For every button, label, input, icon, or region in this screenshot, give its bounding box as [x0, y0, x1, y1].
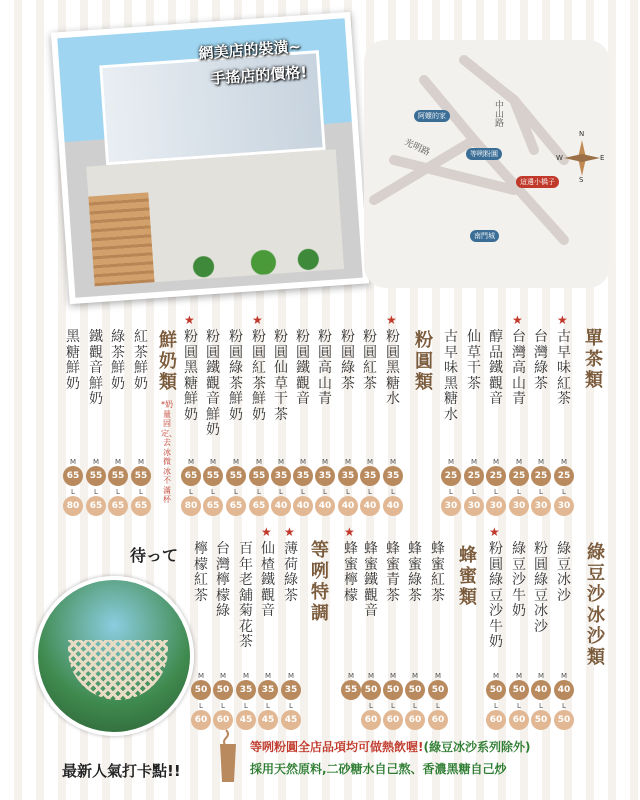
price-m: 35 — [293, 466, 313, 486]
spot-label: 最新人氣打卡點!! — [62, 762, 181, 780]
item-price-group — [213, 672, 233, 732]
price-m: 25 — [441, 466, 461, 486]
size-m-label: M — [366, 458, 374, 466]
size-l-label: L — [436, 702, 440, 710]
price-m: 25 — [509, 466, 529, 486]
size-m-label: M — [389, 672, 397, 680]
price-l: 45 — [258, 710, 278, 730]
top-menu-item — [63, 330, 83, 392]
price-m: 25 — [486, 466, 506, 486]
item-name: 紅茶鮮奶 — [134, 329, 148, 392]
size-m-label: M — [137, 458, 145, 466]
size-l-label: L — [189, 488, 193, 496]
star-icon: ★ — [344, 525, 355, 539]
map-pin-home: 阿嬤的家 — [414, 110, 450, 122]
size-l-label: L — [211, 488, 215, 496]
price-m: 55 — [249, 466, 269, 486]
map-pin-south-gate: 南門城 — [470, 230, 499, 242]
item-price-group — [531, 672, 551, 732]
price-l: 30 — [509, 496, 529, 516]
price-l: 60 — [361, 710, 381, 730]
item-price-group — [341, 672, 361, 702]
size-l-label: L — [413, 702, 417, 710]
item-price-group — [271, 458, 291, 518]
star-icon: ★ — [512, 313, 523, 327]
size-l-label: L — [562, 702, 566, 710]
size-l-label: L — [94, 488, 98, 496]
size-m-label: M — [277, 458, 285, 466]
price-m: 55 — [341, 680, 361, 700]
item-name: 粉圓綠茶鮮奶 — [229, 329, 243, 423]
bottom-menu-item — [486, 525, 506, 651]
price-m: 50 — [191, 680, 211, 700]
storefront-photo — [51, 12, 369, 304]
cup-icon — [214, 726, 242, 784]
item-price-group — [486, 458, 506, 518]
price-l: 60 — [486, 710, 506, 730]
item-name: 醇品鐵觀音 — [489, 329, 503, 407]
top-menu-item — [315, 330, 335, 408]
price-l: 40 — [360, 496, 380, 516]
item-price-group — [315, 458, 335, 518]
price-m: 55 — [131, 466, 151, 486]
price-m: 55 — [203, 466, 223, 486]
price-l: 60 — [213, 710, 233, 730]
size-m-label: M — [492, 672, 500, 680]
bottom-menu-item — [554, 542, 574, 604]
size-l-label: L — [221, 702, 225, 710]
top-menu-item — [360, 330, 380, 392]
price-m: 40 — [531, 680, 551, 700]
size-l-label: L — [301, 488, 305, 496]
price-m: 35 — [315, 466, 335, 486]
wait-label: 待って — [130, 546, 179, 565]
price-l: 60 — [383, 710, 403, 730]
size-l-label: L — [517, 702, 521, 710]
size-m-label: M — [515, 458, 523, 466]
price-m: 25 — [554, 466, 574, 486]
size-l-label: L — [494, 488, 498, 496]
item-price-group — [486, 672, 506, 732]
size-m-label: M — [434, 672, 442, 680]
size-l-label: L — [139, 488, 143, 496]
item-name: 仙草干茶 — [467, 329, 481, 392]
item-name: 粉圓黑糖鮮奶 — [184, 329, 198, 423]
item-name: 蜂蜜檸檬 — [344, 541, 358, 604]
price-l: 65 — [108, 496, 128, 516]
size-l-label: L — [368, 488, 372, 496]
size-m-label: M — [299, 458, 307, 466]
price-l: 45 — [236, 710, 256, 730]
star-icon: ★ — [252, 313, 263, 327]
item-name: 綠茶鮮奶 — [111, 329, 125, 392]
bottom-menu-item — [428, 542, 448, 604]
price-l: 30 — [486, 496, 506, 516]
item-name: 粉圓鐵觀音 — [296, 329, 310, 407]
size-l-label: L — [369, 702, 373, 710]
item-price-group — [383, 458, 403, 518]
size-l-label: L — [391, 702, 395, 710]
top-menu-item — [131, 330, 151, 392]
size-m-label: M — [242, 672, 250, 680]
item-name: 檸檬紅茶 — [194, 541, 208, 604]
price-l: 30 — [531, 496, 551, 516]
item-price-group — [203, 458, 223, 518]
size-l-label: L — [289, 702, 293, 710]
item-price-group — [405, 672, 425, 732]
bottom-menu-item — [258, 525, 278, 620]
item-price-group — [338, 458, 358, 518]
item-price-group — [531, 458, 551, 518]
item-price-group — [509, 672, 529, 732]
star-icon: ★ — [184, 313, 195, 327]
hammock-photo — [34, 576, 194, 736]
price-l: 65 — [131, 496, 151, 516]
top-menu-item — [86, 330, 106, 408]
star-icon: ★ — [557, 313, 568, 327]
price-m: 50 — [486, 680, 506, 700]
size-m-label: M — [492, 458, 500, 466]
item-price-group — [249, 458, 269, 518]
bottom-menu-item — [341, 525, 361, 604]
size-m-label: M — [232, 458, 240, 466]
price-l: 65 — [203, 496, 223, 516]
bottom-menu-item — [213, 542, 233, 620]
price-l: 60 — [428, 710, 448, 730]
size-m-label: M — [470, 458, 478, 466]
price-m: 35 — [281, 680, 301, 700]
top-menu-item — [108, 330, 128, 392]
item-name: 蜂蜜紅茶 — [431, 541, 445, 604]
price-m: 35 — [236, 680, 256, 700]
item-price-group — [131, 458, 151, 518]
top-menu-item — [486, 330, 506, 408]
size-m-label: M — [347, 672, 355, 680]
size-m-label: M — [560, 458, 568, 466]
price-m: 25 — [531, 466, 551, 486]
price-l: 65 — [86, 496, 106, 516]
footer-line-2: 採用天然原料,二砂糖水自己熬、香濃黑糖自己炒 — [250, 762, 507, 776]
item-price-group — [383, 672, 403, 732]
price-l: 30 — [554, 496, 574, 516]
price-l: 60 — [191, 710, 211, 730]
price-m: 35 — [338, 466, 358, 486]
price-m: 50 — [383, 680, 403, 700]
category-mungbean: 綠豆沙冰沙類 — [587, 542, 605, 668]
price-m: 35 — [360, 466, 380, 486]
price-m: 55 — [226, 466, 246, 486]
item-name: 粉圓紅茶 — [363, 329, 377, 392]
size-m-label: M — [537, 458, 545, 466]
top-menu-item — [338, 330, 358, 392]
size-l-label: L — [539, 702, 543, 710]
bottom-menu-item — [361, 542, 381, 620]
price-l: 80 — [181, 496, 201, 516]
item-name: 粉圓仙草干茶 — [274, 329, 288, 423]
bottom-menu-item — [236, 542, 256, 651]
size-l-label: L — [494, 702, 498, 710]
item-name: 粉圓黑糖水 — [386, 329, 400, 407]
top-menu-item — [181, 313, 201, 423]
price-m: 35 — [383, 466, 403, 486]
price-m: 65 — [181, 466, 201, 486]
price-l: 40 — [383, 496, 403, 516]
top-menu-item — [203, 330, 223, 439]
map-pin-bridge: 這邊小橋子 — [516, 176, 559, 188]
item-price-group — [554, 458, 574, 518]
price-l: 65 — [226, 496, 246, 516]
item-price-group — [293, 458, 313, 518]
top-menu-item — [509, 313, 529, 408]
compass-icon: N E S W — [556, 130, 605, 184]
size-l-label: L — [257, 488, 261, 496]
item-name: 粉圓綠豆沙牛奶 — [489, 541, 503, 650]
size-l-label: L — [346, 488, 350, 496]
map-pin-shop: 等咧粉圓 — [466, 148, 502, 160]
size-m-label: M — [344, 458, 352, 466]
size-m-label: M — [219, 672, 227, 680]
item-name: 台灣綠茶 — [534, 329, 548, 392]
item-name: 鐵觀音鮮奶 — [89, 329, 103, 407]
size-m-label: M — [321, 458, 329, 466]
size-l-label: L — [472, 488, 476, 496]
price-l: 60 — [509, 710, 529, 730]
price-m: 35 — [258, 680, 278, 700]
item-price-group — [181, 458, 201, 518]
item-name: 粉圓綠茶 — [341, 329, 355, 392]
size-m-label: M — [187, 458, 195, 466]
item-name: 百年老舖菊花茶 — [239, 541, 253, 650]
size-m-label: M — [287, 672, 295, 680]
item-price-group — [464, 458, 484, 518]
item-name: 綠豆冰沙 — [557, 541, 571, 604]
size-l-label: L — [199, 702, 203, 710]
price-l: 60 — [405, 710, 425, 730]
road-guangming: 光明路 — [402, 137, 432, 159]
top-menu-item — [554, 313, 574, 408]
category-signature: 等咧特調 — [311, 540, 329, 624]
top-menu-item — [249, 313, 269, 423]
bottom-menu-item — [191, 542, 211, 604]
top-menu-item — [464, 330, 484, 392]
size-l-label: L — [323, 488, 327, 496]
bottom-menu-item — [281, 525, 301, 604]
size-l-label: L — [449, 488, 453, 496]
price-m: 50 — [405, 680, 425, 700]
price-m: 50 — [213, 680, 233, 700]
photo-caption-2: 手搖店的價格! — [209, 63, 308, 88]
item-name: 台灣高山青 — [512, 329, 526, 407]
price-m: 50 — [361, 680, 381, 700]
size-m-label: M — [367, 672, 375, 680]
category-milk: 鮮奶類 — [159, 330, 177, 393]
price-m: 50 — [509, 680, 529, 700]
item-price-group — [63, 458, 83, 518]
price-l: 40 — [338, 496, 358, 516]
price-l: 40 — [271, 496, 291, 516]
price-l: 30 — [464, 496, 484, 516]
price-l: 40 — [315, 496, 335, 516]
item-price-group — [191, 672, 211, 732]
bottom-menu-item — [531, 542, 551, 635]
size-m-label: M — [197, 672, 205, 680]
milk-note: *奶量固定、去冰微冰不滿杯 — [161, 400, 177, 504]
size-l-label: L — [244, 702, 248, 710]
size-m-label: M — [389, 458, 397, 466]
size-m-label: M — [209, 458, 217, 466]
item-name: 台灣檸檬綠 — [216, 541, 230, 619]
price-m: 55 — [108, 466, 128, 486]
price-l: 50 — [554, 710, 574, 730]
top-menu-item — [383, 313, 403, 408]
size-l-label: L — [71, 488, 75, 496]
bottom-menu-item — [405, 542, 425, 604]
size-m-label: M — [264, 672, 272, 680]
item-price-group — [509, 458, 529, 518]
item-name: 蜂蜜青茶 — [386, 541, 400, 604]
item-name: 仙楂鐵觀音 — [261, 541, 275, 619]
price-l: 40 — [293, 496, 313, 516]
item-price-group — [441, 458, 461, 518]
size-m-label: M — [515, 672, 523, 680]
size-m-label: M — [560, 672, 568, 680]
star-icon: ★ — [489, 525, 500, 539]
top-menu-item — [226, 330, 246, 423]
item-price-group — [554, 672, 574, 732]
item-price-group — [361, 672, 381, 732]
location-map — [364, 40, 610, 288]
size-m-label: M — [92, 458, 100, 466]
price-m: 35 — [271, 466, 291, 486]
item-name: 粉圓鐵觀音鮮奶 — [206, 329, 220, 438]
item-name: 蜂蜜綠茶 — [408, 541, 422, 604]
size-l-label: L — [539, 488, 543, 496]
footer-line-1: 等咧粉圓全店品項均可做熱飲喔!(綠豆冰沙系列除外) — [250, 740, 531, 754]
price-m: 55 — [86, 466, 106, 486]
item-price-group — [86, 458, 106, 518]
bottom-menu-item — [383, 542, 403, 604]
top-menu-item — [271, 330, 291, 423]
price-m: 50 — [428, 680, 448, 700]
item-price-group — [236, 672, 256, 732]
item-name: 古早味黑糖水 — [444, 329, 458, 423]
category-pearl: 粉圓類 — [415, 330, 433, 393]
item-price-group — [226, 458, 246, 518]
item-name: 蜂蜜鐵觀音 — [364, 541, 378, 619]
bottom-menu-item — [509, 542, 529, 620]
price-l: 80 — [63, 496, 83, 516]
size-l-label: L — [116, 488, 120, 496]
price-m: 25 — [464, 466, 484, 486]
star-icon: ★ — [261, 525, 272, 539]
item-name: 粉圓紅茶鮮奶 — [252, 329, 266, 423]
price-l: 50 — [531, 710, 551, 730]
size-m-label: M — [447, 458, 455, 466]
size-l-label: L — [391, 488, 395, 496]
top-menu-item — [531, 330, 551, 392]
size-l-label: L — [279, 488, 283, 496]
item-price-group — [258, 672, 278, 732]
item-price-group — [108, 458, 128, 518]
item-name: 粉圓高山青 — [318, 329, 332, 407]
item-name: 綠豆沙牛奶 — [512, 541, 526, 619]
category-single-tea: 單茶類 — [585, 328, 603, 391]
item-name: 薄荷綠茶 — [284, 541, 298, 604]
item-name: 古早味紅茶 — [557, 329, 571, 407]
price-m: 40 — [554, 680, 574, 700]
size-m-label: M — [114, 458, 122, 466]
item-price-group — [360, 458, 380, 518]
price-l: 65 — [249, 496, 269, 516]
size-m-label: M — [411, 672, 419, 680]
photo-caption-1: 網美店的裝潢~ — [198, 37, 302, 63]
size-m-label: M — [537, 672, 545, 680]
size-l-label: L — [266, 702, 270, 710]
star-icon: ★ — [386, 313, 397, 327]
category-honey: 蜂蜜類 — [459, 545, 477, 608]
top-menu-item — [293, 330, 313, 408]
size-m-label: M — [255, 458, 263, 466]
item-price-group — [281, 672, 301, 732]
price-l: 45 — [281, 710, 301, 730]
size-m-label: M — [69, 458, 77, 466]
price-m: 65 — [63, 466, 83, 486]
price-l: 30 — [441, 496, 461, 516]
item-name: 黑糖鮮奶 — [66, 329, 80, 392]
star-icon: ★ — [284, 525, 295, 539]
size-l-label: L — [517, 488, 521, 496]
size-l-label: L — [562, 488, 566, 496]
size-l-label: L — [234, 488, 238, 496]
top-menu-item — [441, 330, 461, 423]
item-name: 粉圓綠豆冰沙 — [534, 541, 548, 635]
road-zhongshan: 中山路 — [493, 100, 503, 127]
item-price-group — [428, 672, 448, 732]
